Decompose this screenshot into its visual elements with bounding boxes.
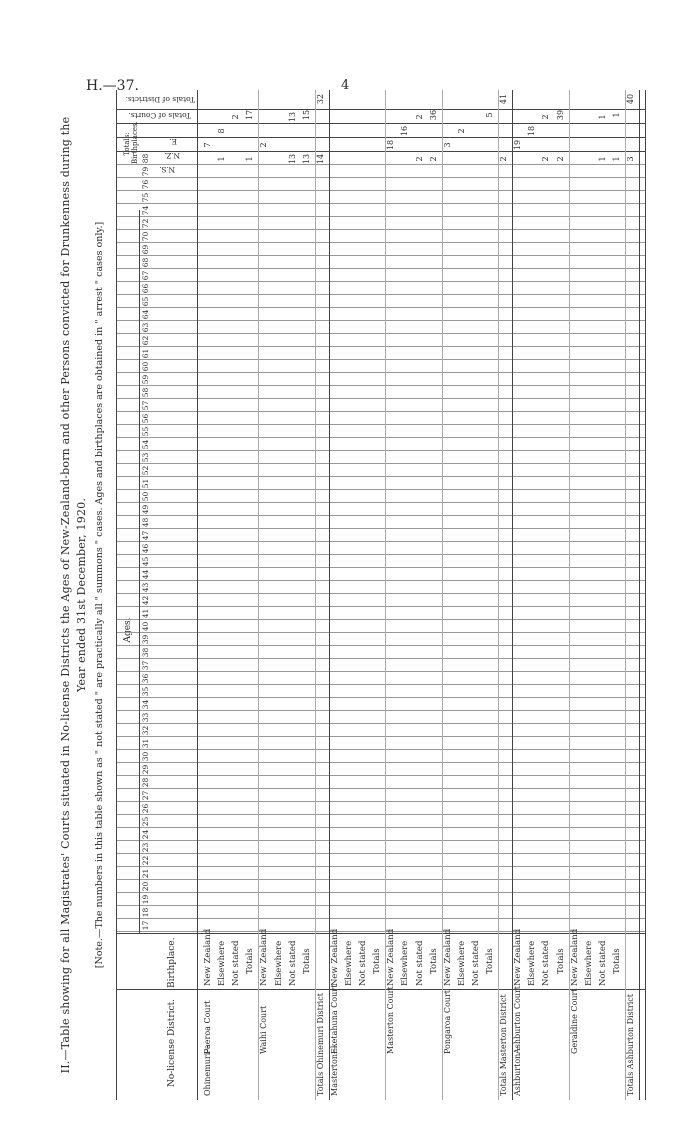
district-name: Totals Masterton District bbox=[499, 994, 509, 1096]
birthplace-label: Totals bbox=[245, 948, 256, 974]
row-rule bbox=[315, 90, 316, 1100]
age-column-header: 52 bbox=[141, 465, 150, 476]
not-stated-value: 2 bbox=[428, 156, 438, 162]
age-column-header: 17 bbox=[141, 920, 150, 931]
birthplace-ns-value: 2 bbox=[231, 114, 241, 120]
district-name: Masterton— bbox=[329, 1045, 339, 1096]
birthplace-label: Elsewhere bbox=[400, 940, 411, 986]
birthplace-label: Not stated bbox=[287, 940, 298, 986]
age-column-header: 50 bbox=[141, 491, 150, 502]
rotated-table-sheet bbox=[58, 90, 644, 1100]
birthplace-ns-value: 2 bbox=[541, 114, 551, 120]
birthplace-label: Totals bbox=[555, 948, 566, 974]
age-column-header: 53 bbox=[141, 452, 150, 463]
page-number: 4 bbox=[341, 78, 350, 93]
age-column-header: 35 bbox=[141, 686, 150, 697]
age-column-header: 20 bbox=[141, 881, 150, 892]
birthplace-label: New Zealand bbox=[569, 928, 580, 986]
birthplace-label: Totals bbox=[428, 948, 439, 974]
district-total-value: 40 bbox=[626, 93, 635, 105]
header-district: No-license District. bbox=[167, 998, 177, 1088]
birthplace-label: Not stated bbox=[597, 940, 608, 986]
nz-total-value: 7 bbox=[203, 142, 212, 148]
not-stated-value: 2 bbox=[541, 156, 551, 162]
court-total-value: 1 bbox=[611, 112, 621, 118]
birthplace-label: Not stated bbox=[414, 940, 425, 986]
court-total-value: 39 bbox=[555, 109, 565, 121]
court-total-value: 36 bbox=[428, 109, 438, 121]
birthplace-label: Not stated bbox=[231, 940, 242, 986]
nz-total-value: 3 bbox=[442, 142, 452, 148]
birthplace-label: Elsewhere bbox=[527, 940, 538, 986]
birthplace-ns-value: 1 bbox=[597, 114, 607, 120]
header-rule bbox=[197, 90, 198, 1100]
age-column-header: 62 bbox=[141, 335, 150, 346]
age-column-header: 57 bbox=[141, 400, 150, 411]
age-column-header: 23 bbox=[141, 842, 150, 853]
not-stated-value: 3 bbox=[626, 156, 635, 162]
age-column-header: 27 bbox=[141, 790, 150, 801]
age-column-header: 49 bbox=[141, 504, 150, 515]
not-stated-value: 2 bbox=[555, 156, 565, 162]
age-column-header: 61 bbox=[141, 348, 150, 359]
birthplace-label: Elsewhere bbox=[273, 940, 284, 986]
court-name: Eketahuna Court bbox=[329, 984, 339, 1054]
court-name: Masterton Court bbox=[386, 986, 396, 1054]
age-column-header: 70 bbox=[141, 231, 150, 242]
court-total-value: 15 bbox=[301, 109, 311, 121]
age-column-header: 72 bbox=[141, 218, 150, 229]
birthplace-label: Elsewhere bbox=[456, 940, 467, 986]
district-name: Totals Ohinemuri District bbox=[315, 993, 325, 1096]
birthplace-label: Totals bbox=[301, 948, 312, 974]
header-totals-courts: Totals of Courts. bbox=[128, 111, 192, 120]
row-rule bbox=[625, 90, 626, 1100]
age-column-header: 18 bbox=[141, 907, 150, 918]
age-column-header: 46 bbox=[141, 543, 150, 554]
birthplace-ns-value: 13 bbox=[287, 111, 297, 123]
age-column-header: 34 bbox=[141, 699, 150, 710]
age-column-header: 37 bbox=[141, 660, 150, 671]
elsewhere-total-value: 8 bbox=[217, 128, 227, 134]
birthplace-label: Elsewhere bbox=[344, 940, 354, 986]
birthplace-ns-value: 2 bbox=[414, 114, 424, 120]
not-stated-value: 2 bbox=[414, 156, 424, 162]
age-column-header: 26 bbox=[141, 803, 150, 814]
not-stated-value: 1 bbox=[245, 156, 255, 162]
title-line-2: Year ended 31st December, 1920. bbox=[75, 497, 88, 693]
district-name: Totals Ashburton District bbox=[626, 994, 635, 1096]
ages-rule bbox=[139, 210, 140, 934]
header-nz: N.Z. bbox=[164, 151, 180, 160]
age-column-header: 44 bbox=[141, 569, 150, 580]
row-rule bbox=[639, 90, 640, 1100]
age-column-header: 59 bbox=[141, 374, 150, 385]
age-column-header: 28 bbox=[141, 777, 150, 788]
age-column-header: 58 bbox=[141, 387, 150, 398]
age-column-header: 45 bbox=[141, 556, 150, 567]
age-column-header: 31 bbox=[141, 738, 150, 749]
header-ages: Ages. bbox=[123, 617, 133, 643]
age-column-header: 39 bbox=[141, 634, 150, 645]
age-column-header: 60 bbox=[141, 361, 150, 372]
age-column-header: 63 bbox=[141, 322, 150, 333]
not-stated-value: 13 bbox=[287, 153, 297, 165]
birthplace-label: Totals bbox=[485, 948, 495, 974]
row-rule bbox=[498, 90, 499, 1100]
court-name: Waihi Court bbox=[259, 1005, 269, 1054]
not-stated-value: 13 bbox=[301, 153, 311, 165]
table-note: [Note.—The numbers in this table shown as " not stated " are practically all " summons " cases. Ages and birthplaces are obtained in " arrest " cases only.] bbox=[94, 221, 105, 969]
birthplace-label: New Zealand bbox=[203, 928, 213, 986]
age-column-header: 24 bbox=[141, 829, 150, 840]
not-stated-value: 14 bbox=[315, 153, 325, 165]
age-column-header: 25 bbox=[141, 816, 150, 827]
age-column-header: 65 bbox=[141, 296, 150, 307]
nz-total-value: 18 bbox=[386, 139, 396, 151]
age-column-header: 55 bbox=[141, 426, 150, 437]
age-column-header: 41 bbox=[141, 608, 150, 619]
birthplace-label: Not stated bbox=[358, 940, 369, 986]
nz-total-value: 19 bbox=[513, 139, 523, 151]
age-column-header: 54 bbox=[141, 439, 150, 450]
not-stated-value: 2 bbox=[499, 156, 509, 162]
birthplace-label: Not stated bbox=[470, 940, 481, 986]
age-column-header: 33 bbox=[141, 712, 150, 723]
age-column-header: 21 bbox=[141, 868, 150, 879]
birthplace-label: Totals bbox=[611, 948, 622, 974]
title-line-1: II.—Table showing for all Magistrates' Courts situated in No-license Districts the Ages of New-Zealand-born and other Persons convicted for Drunkenness during the bbox=[59, 116, 72, 1074]
court-name: Pongaroa Court bbox=[442, 990, 452, 1054]
district-name: Ohinemuri— bbox=[203, 1044, 212, 1096]
age-column-header: 74 bbox=[141, 205, 150, 216]
age-column-header: 56 bbox=[141, 413, 150, 424]
birthplace-label: Elsewhere bbox=[583, 940, 594, 986]
report-code: H.—37. bbox=[86, 78, 139, 94]
birthplace-label: Elsewhere bbox=[217, 940, 228, 986]
age-column-header: 64 bbox=[141, 309, 150, 320]
age-column-header: 88 bbox=[141, 153, 150, 164]
age-column-header: 40 bbox=[141, 621, 150, 632]
district-total-value: 41 bbox=[499, 93, 509, 105]
court-name: Geraldine Court bbox=[569, 988, 579, 1054]
birthplace-label: New Zealand bbox=[386, 928, 397, 986]
age-column-header: 67 bbox=[141, 270, 150, 281]
birthplace-label: Not stated bbox=[541, 940, 552, 986]
age-column-header: 29 bbox=[141, 764, 150, 775]
age-column-header: 48 bbox=[141, 517, 150, 528]
age-column-header: 75 bbox=[141, 192, 150, 203]
birthplace-label: New Zealand bbox=[442, 928, 453, 986]
not-stated-value: 1 bbox=[217, 156, 227, 162]
court-total-value: 17 bbox=[245, 109, 255, 121]
age-column-header: 30 bbox=[141, 751, 150, 762]
header-ns: N.S. bbox=[159, 165, 175, 174]
age-column-header: 43 bbox=[141, 582, 150, 593]
header-totals-birthplaces: Totals: Birthplaces. bbox=[123, 121, 139, 164]
court-total-value: 5 bbox=[485, 112, 494, 118]
age-column-header: 69 bbox=[141, 244, 150, 255]
birthplace-label: New Zealand bbox=[513, 928, 524, 986]
elsewhere-total-value: 2 bbox=[456, 128, 466, 134]
not-stated-value: 1 bbox=[611, 156, 621, 162]
age-column-header: 66 bbox=[141, 283, 150, 294]
header-e: E. bbox=[169, 137, 177, 146]
birthplace-label: Totals bbox=[372, 948, 383, 974]
age-column-header: 32 bbox=[141, 725, 150, 736]
age-column-header: 22 bbox=[141, 855, 150, 866]
court-name: Paeroa Court bbox=[203, 1000, 212, 1054]
nz-total-value: 2 bbox=[259, 142, 269, 148]
age-column-header: 42 bbox=[141, 595, 150, 606]
age-column-header: 51 bbox=[141, 478, 150, 489]
data-table bbox=[116, 90, 646, 1100]
age-column-header: 79 bbox=[141, 166, 150, 177]
header-totals-districts: Totals of Districts. bbox=[125, 95, 195, 104]
district-name: Ashburton— bbox=[513, 1045, 523, 1096]
district-total-value: 32 bbox=[315, 93, 325, 105]
court-name: Ashburton Court bbox=[513, 986, 523, 1054]
age-column-header: 47 bbox=[141, 530, 150, 541]
header-birthplace: Birthplace. bbox=[167, 937, 177, 988]
age-column-header: 68 bbox=[141, 257, 150, 268]
elsewhere-total-value: 16 bbox=[400, 125, 410, 137]
birthplace-label: New Zealand bbox=[259, 928, 270, 986]
table-title bbox=[58, 90, 92, 1100]
birthplace-label: New Zealand bbox=[329, 928, 340, 986]
elsewhere-total-value: 18 bbox=[527, 125, 537, 137]
not-stated-value: 1 bbox=[597, 156, 607, 162]
age-column-header: 19 bbox=[141, 894, 150, 905]
age-column-header: 36 bbox=[141, 673, 150, 684]
age-column-header: 38 bbox=[141, 647, 150, 658]
age-column-header: 76 bbox=[141, 179, 150, 190]
